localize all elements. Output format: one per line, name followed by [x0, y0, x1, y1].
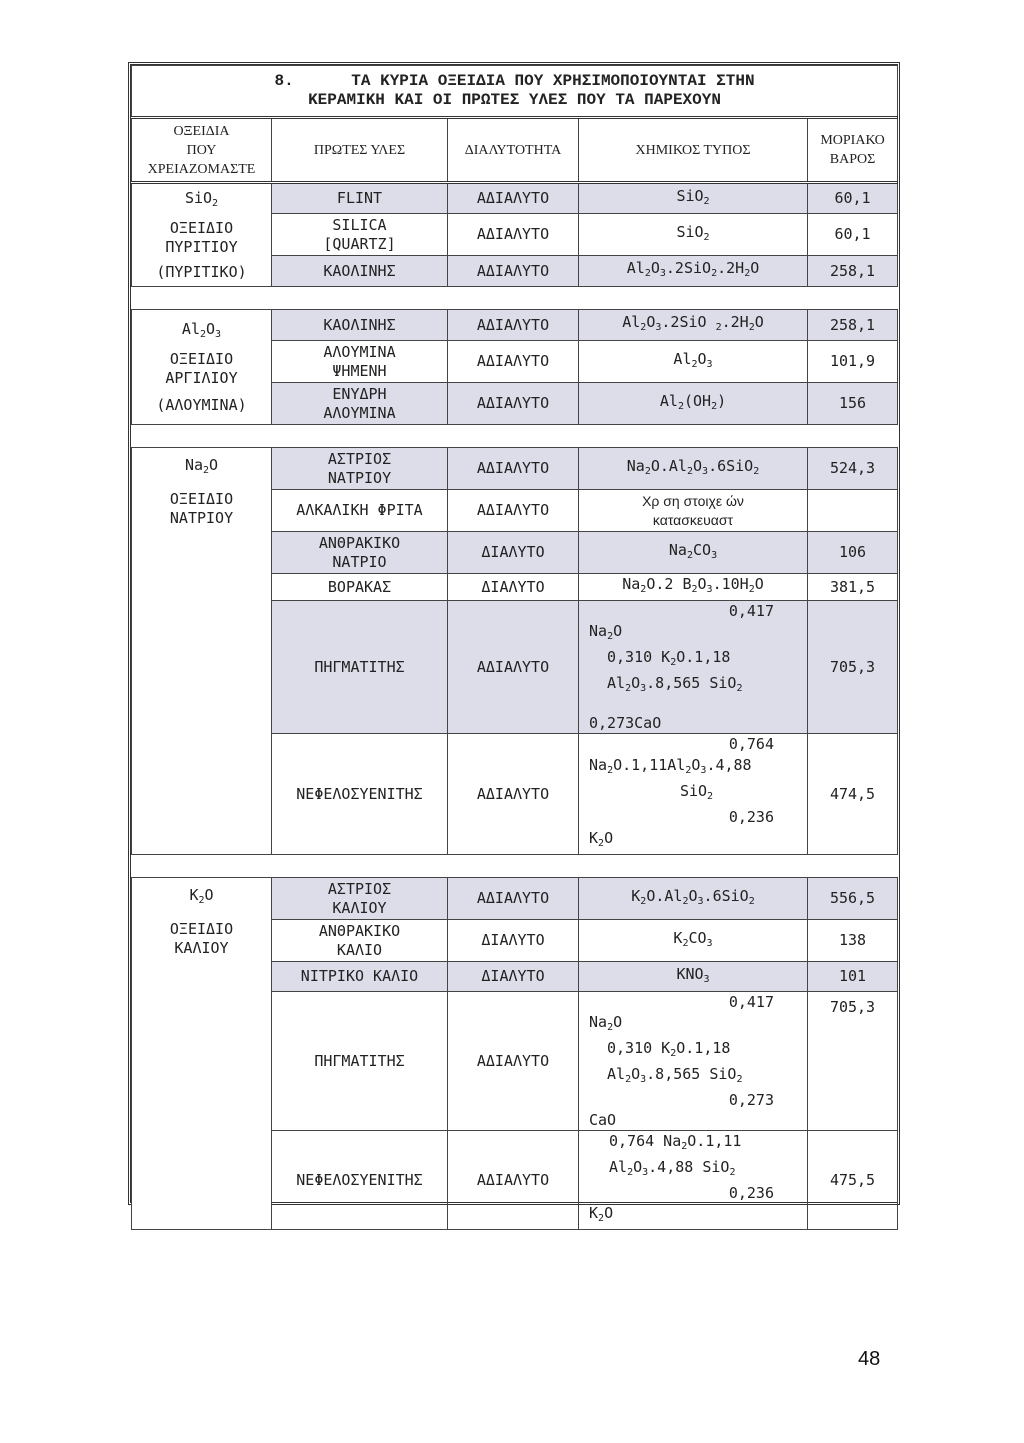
oxides-table [131, 65, 898, 1230]
group-separator [132, 855, 898, 878]
title-line-2: ΚΕΡΑΜΙΚΗ ΚΑΙ ΟΙ ΠΡΩΤΕΣ ΥΛΕΣ ΠΟΥ ΤΑ ΠΑΡΕΧΟΥΝ [308, 91, 721, 109]
molecular-weight: 475,5 [808, 1131, 898, 1230]
raw-material: ΝΕΦΕΛΟΣΥΕΝΙΤΗΣ [272, 734, 448, 855]
formula: $Na_2O.Al_2O_3.6SiO_2$ [579, 448, 808, 490]
group-separator [132, 287, 898, 310]
header-formula: ΧΗΜΙΚΟΣ ΤΥΠΟΣ [579, 118, 808, 183]
molecular-weight: 381,5 [808, 574, 898, 601]
formula: 0,417 $Na_2O$ 0,310 $K_2O.1,18$ $Al_2O_3.8,565$ SiO$_2$ 0,273 CaO [579, 992, 808, 1131]
raw-material: ΚΑΟΛΙΝΗΣ [272, 256, 448, 287]
formula: $Al_2O_3.2SiO_2.2H_2O$ [579, 256, 808, 287]
molecular-weight: 60,1 [808, 183, 898, 214]
molecular-weight: 60,1 [808, 214, 898, 256]
header-oxides: ΟΞΕΙΔΙΑ ΠΟΥ ΧΡΕΙΑΖΟΜΑΣΤΕ [132, 118, 272, 183]
molecular-weight: 258,1 [808, 310, 898, 341]
header-raw-materials: ΠΡΩΤΕΣ ΥΛΕΣ [272, 118, 448, 183]
solubility: ΔΙΑΛΥΤΟ [448, 532, 579, 574]
group-k2o: $K_2O$ ΟΞΕΙΔΙΟ ΚΑΛΙΟΥ [132, 878, 272, 1230]
raw-material: ΒΟΡΑΚΑΣ [272, 574, 448, 601]
formula: 0,417 $Na_2O$ 0,310 $K_2O.1,18$ $Al_2O_3.8,565$ SiO$_2$ 0,273CaO [579, 601, 808, 734]
table-title [132, 66, 898, 118]
molecular-weight: 258,1 [808, 256, 898, 287]
molecular-weight: 474,5 [808, 734, 898, 855]
header-molecular-weight: ΜΟΡΙΑΚΟ ΒΑΡΟΣ [808, 118, 898, 183]
molecular-weight: 101,9 [808, 341, 898, 383]
formula: $KNO_3$ [579, 962, 808, 992]
page-number: 48 [858, 1348, 881, 1370]
molecular-weight: 524,3 [808, 448, 898, 490]
header-solubility: ΔΙΑΛΥΤΟΤΗΤΑ [448, 118, 579, 183]
raw-material: ΝΕΦΕΛΟΣΥΕΝΙΤΗΣ [272, 1131, 448, 1230]
formula: $Al_2O_3.2SiO$ $_2.2H_2O$ [579, 310, 808, 341]
solubility: ΑΔΙΑΛΥΤΟ [448, 992, 579, 1131]
group-al2o3: $Al_2O_3$ ΟΞΕΙΔΙΟ ΑΡΓΙΛΙΟΥ (ΑΛΟΥΜΙΝΑ) [132, 310, 272, 425]
formula: $Al_2(OH_2)$ [579, 383, 808, 425]
molecular-weight [808, 490, 898, 532]
raw-material: ΑΛΚΑΛΙΚΗ ΦΡΙΤΑ [272, 490, 448, 532]
formula: $K_2CO_3$ [579, 920, 808, 962]
raw-material: ΑΣΤΡΙΟΣ ΝΑΤΡΙΟΥ [272, 448, 448, 490]
solubility: ΑΔΙΑΛΥΤΟ [448, 448, 579, 490]
molecular-weight: 556,5 [808, 878, 898, 920]
solubility: ΑΔΙΑΛΥΤΟ [448, 878, 579, 920]
solubility: ΑΔΙΑΛΥΤΟ [448, 601, 579, 734]
solubility: ΑΔΙΑΛΥΤΟ [448, 341, 579, 383]
molecular-weight: 705,3 [808, 601, 898, 734]
formula: $Al_2O_3$ [579, 341, 808, 383]
solubility: ΑΔΙΑΛΥΤΟ [448, 256, 579, 287]
formula: SiO$_2$ [579, 183, 808, 214]
formula: 0,764 $Na_2O.1,11Al_2O_3.4,88$ SiO$_2$ 0,236 $K_2O$ [579, 734, 808, 855]
group-separator [132, 425, 898, 448]
solubility: ΑΔΙΑΛΥΤΟ [448, 183, 579, 214]
solubility: ΑΔΙΑΛΥΤΟ [448, 214, 579, 256]
raw-material: ΑΛΟΥΜΙΝΑ ΨΗΜΕΝΗ [272, 341, 448, 383]
raw-material: ΑΝΘΡΑΚΙΚΟ ΝΑΤΡΙΟ [272, 532, 448, 574]
formula: 0,764 $Na_2O.1,11$ $Al_2O_3.4,88$ SiO$_2$ 0,236 $K_2O$ [579, 1131, 808, 1230]
solubility: ΔΙΑΛΥΤΟ [448, 574, 579, 601]
raw-material: ΑΝΘΡΑΚΙΚΟ ΚΑΛΙΟ [272, 920, 448, 962]
raw-material: ΑΣΤΡΙΟΣ ΚΑΛΙΟΥ [272, 878, 448, 920]
group-na2o: $Na_2O$ ΟΞΕΙΔΙΟ ΝΑΤΡΙΟΥ [132, 448, 272, 855]
molecular-weight: 705,3 [808, 992, 898, 1131]
molecular-weight: 138 [808, 920, 898, 962]
solubility: ΑΔΙΑΛΥΤΟ [448, 734, 579, 855]
formula: $K_2O.Al_2O_3.6SiO_2$ [579, 878, 808, 920]
raw-material: ΠΗΓΜΑΤΙΤΗΣ [272, 601, 448, 734]
formula: $Na_2CO_3$ [579, 532, 808, 574]
molecular-weight: 101 [808, 962, 898, 992]
raw-material: ΚΑΟΛΙΝΗΣ [272, 310, 448, 341]
group-sio2: SiO$_2$ ΟΞΕΙΔΙΟ ΠΥΡΙΤΙΟΥ (ΠΥΡΙΤΙΚΟ) [132, 183, 272, 287]
formula: SiO$_2$ [579, 214, 808, 256]
solubility: ΑΔΙΑΛΥΤΟ [448, 383, 579, 425]
solubility: ΑΔΙΑΛΥΤΟ [448, 310, 579, 341]
solubility: ΑΔΙΑΛΥΤΟ [448, 490, 579, 532]
solubility: ΑΔΙΑΛΥΤΟ [448, 1131, 579, 1230]
raw-material: FLINT [272, 183, 448, 214]
raw-material: SILICA [QUARTZ] [272, 214, 448, 256]
raw-material: ΝΙΤΡΙΚΟ ΚΑΛΙΟ [272, 962, 448, 992]
solubility: ΔΙΑΛΥΤΟ [448, 920, 579, 962]
raw-material: ΕΝΥΔΡΗ ΑΛΟΥΜΙΝΑ [272, 383, 448, 425]
formula: Χρ ση στοιχε ών κατασκευαστ [579, 490, 808, 532]
raw-material: ΠΗΓΜΑΤΙΤΗΣ [272, 992, 448, 1131]
solubility: ΔΙΑΛΥΤΟ [448, 962, 579, 992]
formula: $Na_2O.2$ $B_2O_3.10H_2O$ [579, 574, 808, 601]
molecular-weight: 156 [808, 383, 898, 425]
molecular-weight: 106 [808, 532, 898, 574]
title-line-1: 8. ΤΑ ΚΥΡΙΑ ΟΞΕΙΔΙΑ ΠΟΥ ΧΡΗΣΙΜΟΠΟΙΟΥΝΤΑΙ ΣΤΗΝ [274, 72, 755, 90]
